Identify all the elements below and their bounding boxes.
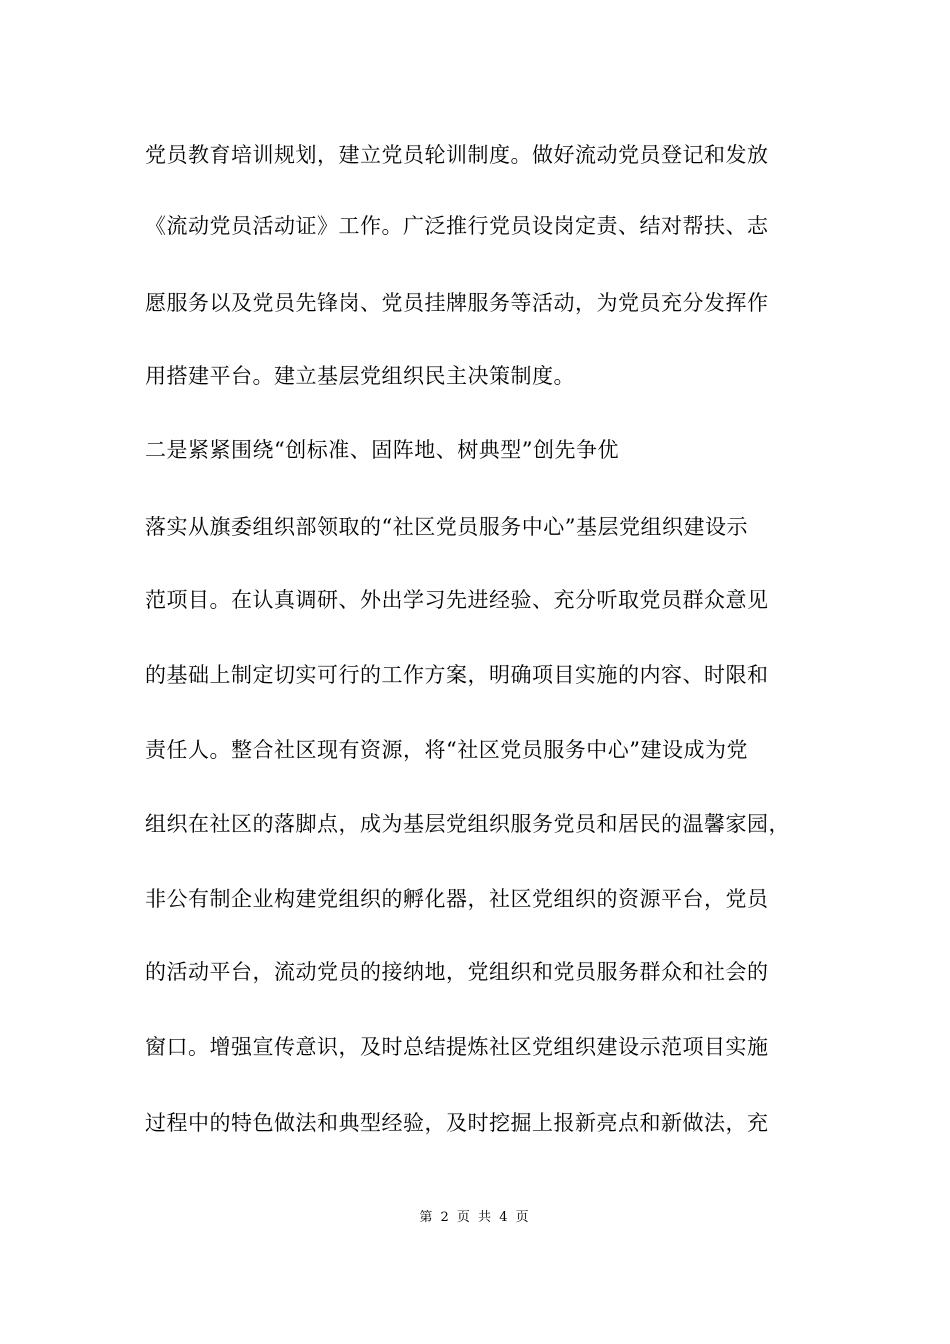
paragraph-line: 的活动平台，流动党员的接纳地，党组织和党员服务群众和社会的 <box>145 960 769 984</box>
paragraph-line: 非公有制企业构建党组织的孵化器，社区党组织的资源平台，党员 <box>145 887 769 911</box>
paragraph-line: 过程中的特色做法和典型经验，及时挖掘上报新亮点和新做法，充 <box>145 1111 769 1135</box>
page-number-footer: 第 2 页 共 4 页 <box>419 1210 531 1225</box>
paragraph-line: 窗口。增强宣传意识，及时总结提炼社区党组织建设示范项目实施 <box>145 1035 769 1059</box>
paragraph-line: 落实从旗委组织部领取的“社区党员服务中心”基层党组织建设示 <box>145 515 748 539</box>
paragraph-line: 的基础上制定切实可行的工作方案，明确项目实施的内容、时限和 <box>145 663 769 687</box>
paragraph-line: 组织在社区的落脚点，成为基层党组织服务党员和居民的温馨家园， <box>145 812 790 836</box>
paragraph-line: 《流动党员活动证》工作。广泛推行党员设岗定责、结对帮扶、志 <box>145 214 769 238</box>
paragraph-line: 用搭建平台。建立基层党组织民主决策制度。 <box>145 364 575 388</box>
section-heading: 二是紧紧围绕“创标准、固阵地、树典型”创先争优 <box>145 438 619 462</box>
paragraph-line: 范项目。在认真调研、外出学习先进经验、充分听取党员群众意见 <box>145 588 769 612</box>
paragraph-line: 愿服务以及党员先锋岗、党员挂牌服务等活动，为党员充分发挥作 <box>145 291 769 315</box>
paragraph-line: 党员教育培训规划，建立党员轮训制度。做好流动党员登记和发放 <box>145 143 769 167</box>
paragraph-line: 责任人。整合社区现有资源，将“社区党员服务中心”建设成为党 <box>145 738 748 762</box>
